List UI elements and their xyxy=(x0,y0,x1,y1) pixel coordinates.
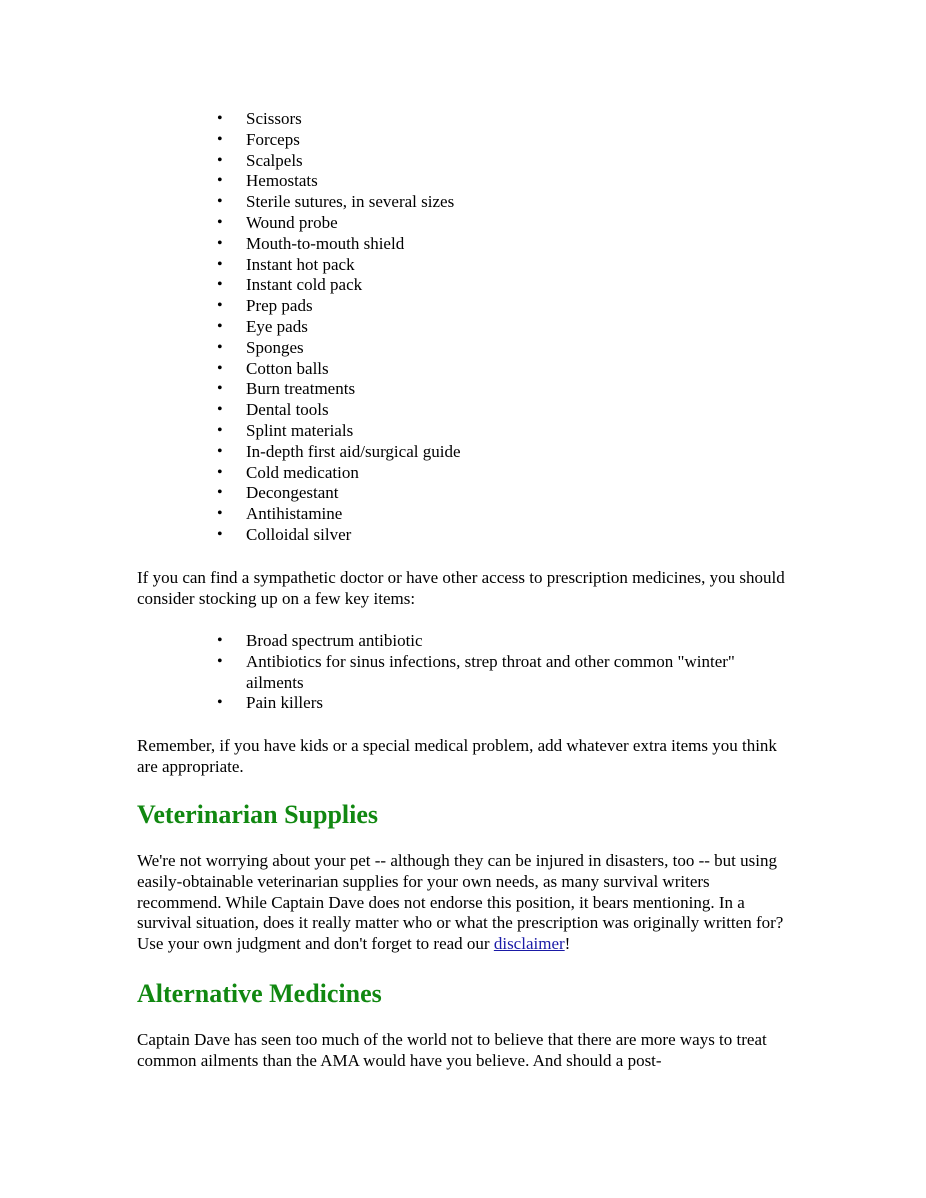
list-item: • Broad spectrum antibiotic xyxy=(210,631,790,652)
veterinarian-text: We're not worrying about your pet -- although they can be injured in disasters, too -- but using easily-obtainable veterinarian supplies for your own needs, as many survival writers recommend. While Captain Dave does not endorse this position, it bears mentioning. In a survival situation, does it really matter who or what the prescription was originally written for? Use your own judgment and don't forget to read our xyxy=(137,851,784,954)
list-item: • Splint materials xyxy=(210,421,790,442)
prescription-list xyxy=(210,631,790,714)
list-item: • Cotton balls xyxy=(210,359,790,380)
list-item: • Prep pads xyxy=(210,296,790,317)
prescription-intro-paragraph: If you can find a sympathetic doctor or have other access to prescription medicines, you should consider stocking up on a few key items: xyxy=(137,568,785,608)
list-item: • Cold medication xyxy=(210,463,790,484)
alternative-medicines-heading: Alternative Medicines xyxy=(137,979,382,1008)
alternative-medicines-paragraph: Captain Dave has seen too much of the world not to believe that there are more ways to treat common ailments than the AMA would have you believe. And should a post- xyxy=(137,1030,767,1070)
medical-supplies-list xyxy=(210,109,790,546)
list-item: • Decongestant xyxy=(210,483,790,504)
veterinarian-text-end: ! xyxy=(564,934,571,954)
list-item: • Mouth-to-mouth shield xyxy=(210,234,790,255)
list-item: • Burn treatments xyxy=(210,379,790,400)
list-item: • In-depth first aid/surgical guide xyxy=(210,442,790,463)
list-item: • Instant cold pack xyxy=(210,275,790,296)
list-item: • Antihistamine xyxy=(210,504,790,525)
list-item: • Eye pads xyxy=(210,317,790,338)
veterinarian-paragraph xyxy=(137,851,797,955)
list-item: • Sponges xyxy=(210,338,790,359)
list-item: • Forceps xyxy=(210,130,790,151)
list-item: • Pain killers xyxy=(210,693,790,714)
remember-paragraph: Remember, if you have kids or a special medical problem, add whatever extra items you think are appropriate. xyxy=(137,736,777,776)
list-item: • Colloidal silver xyxy=(210,525,790,546)
list-item: • Wound probe xyxy=(210,213,790,234)
list-item: • Antibiotics for sinus infections, strep throat and other common "winter" ailments xyxy=(210,652,766,694)
veterinarian-heading: Veterinarian Supplies xyxy=(137,800,379,829)
list-item: • Hemostats xyxy=(210,171,790,192)
list-item: • Sterile sutures, in several sizes xyxy=(210,192,790,213)
disclaimer-link[interactable]: disclaimer xyxy=(493,934,565,954)
list-item: • Instant hot pack xyxy=(210,255,790,276)
list-item: • Scissors xyxy=(210,109,790,130)
list-item: • Scalpels xyxy=(210,151,790,172)
list-item: • Dental tools xyxy=(210,400,790,421)
